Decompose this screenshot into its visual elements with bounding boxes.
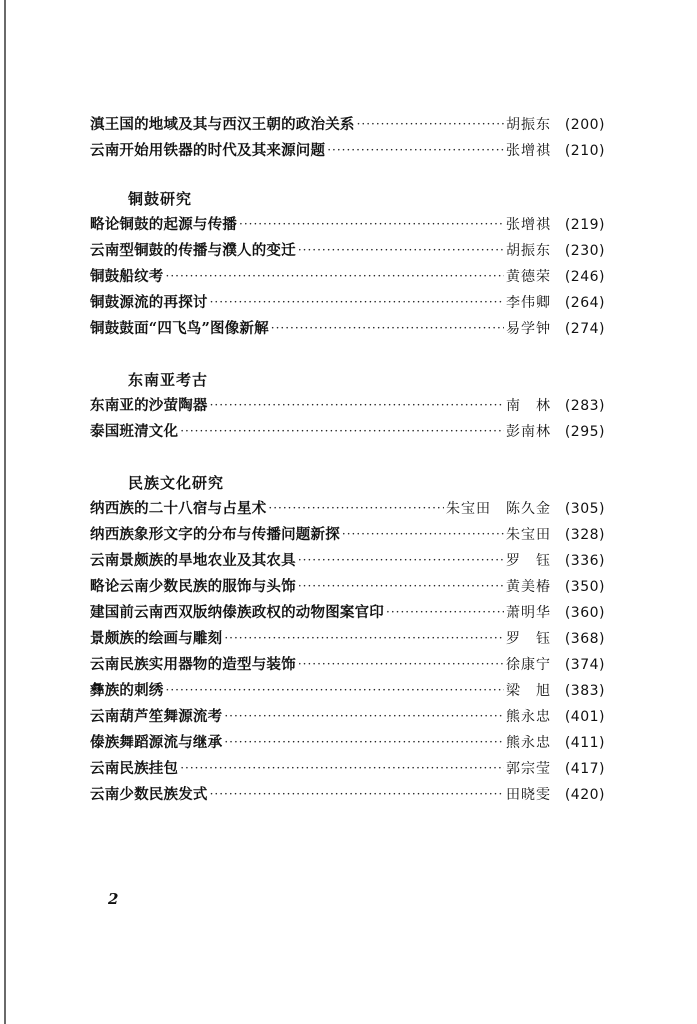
entry-author: 梁 旭 [506, 683, 551, 699]
entry-page: (230) [564, 243, 605, 259]
toc-section [90, 186, 605, 342]
entry-title: 纳西族象形文字的分布与传播问题新探 [90, 526, 340, 543]
dot-leader [210, 289, 504, 315]
entry-title: 滇王国的地域及其与西汉王朝的政治关系 [90, 116, 355, 133]
dot-leader [298, 651, 504, 677]
entry-author: 朱宝田 [506, 527, 551, 543]
toc-entry[interactable] [90, 730, 605, 756]
entry-author: 郭宗莹 [506, 761, 551, 777]
entry-author: 易学钟 [506, 321, 551, 337]
entry-page: (350) [564, 579, 605, 595]
entry-page: (283) [564, 398, 605, 414]
dot-leader [298, 573, 504, 599]
entry-page: (295) [564, 424, 605, 440]
entry-author: 李伟卿 [506, 295, 551, 311]
toc-entry[interactable] [90, 496, 605, 522]
entry-author: 张增祺 [506, 217, 551, 233]
dot-leader [166, 263, 505, 289]
dot-leader [224, 729, 504, 755]
entry-title: 彝族的刺绣 [90, 682, 164, 699]
entry-author: 胡振东 [506, 117, 551, 133]
entry-page: (328) [564, 527, 605, 543]
entry-page: (374) [564, 657, 605, 673]
entry-author: 胡振东 [506, 243, 551, 259]
toc-section [90, 470, 605, 808]
toc-entry[interactable] [90, 574, 605, 600]
toc-entry[interactable] [90, 704, 605, 730]
entry-title: 略论铜鼓的起源与传播 [90, 216, 237, 233]
entry-page: (264) [564, 295, 605, 311]
dot-leader [386, 599, 504, 625]
entry-page: (411) [564, 735, 605, 751]
dot-leader [166, 677, 505, 703]
section-heading: 铜鼓研究 [128, 190, 193, 208]
dot-leader [268, 495, 444, 521]
toc-section [90, 112, 605, 164]
entry-author: 黄德荣 [506, 269, 551, 285]
entry-author: 南 林 [506, 398, 551, 414]
entry-page: (200) [564, 117, 605, 133]
dot-leader [298, 547, 504, 573]
toc-entry[interactable] [90, 600, 605, 626]
entry-title: 云南型铜鼓的传播与濮人的变迁 [90, 242, 296, 259]
toc-entry[interactable] [90, 756, 605, 782]
entry-author: 田晓雯 [506, 787, 551, 803]
dot-leader [224, 703, 504, 729]
entry-title: 铜鼓鼓面“四飞鸟”图像新解 [90, 320, 269, 337]
entry-title: 景颇族的绘画与雕刻 [90, 630, 223, 647]
entry-title: 云南民族实用器物的造型与装饰 [90, 656, 296, 673]
entry-author: 熊永忠 [506, 709, 551, 725]
entry-title: 云南少数民族发式 [90, 786, 208, 803]
entry-title: 铜鼓船纹考 [90, 268, 164, 285]
toc-section [90, 367, 605, 445]
section-heading: 东南亚考古 [128, 371, 209, 389]
toc-entry[interactable] [90, 264, 605, 290]
entry-title: 泰国班清文化 [90, 423, 179, 440]
dot-leader [357, 111, 504, 137]
toc-entry[interactable] [90, 290, 605, 316]
toc-entry[interactable] [90, 393, 605, 419]
entry-page: (383) [564, 683, 605, 699]
entry-page: (401) [564, 709, 605, 725]
entry-page: (360) [564, 605, 605, 621]
section-heading: 民族文化研究 [128, 474, 225, 492]
entry-page: (420) [564, 787, 605, 803]
table-of-contents [90, 112, 605, 808]
entry-title: 云南民族挂包 [90, 760, 179, 777]
entry-title: 纳西族的二十八宿与占星术 [90, 500, 267, 517]
entry-author: 黄美椿 [506, 579, 551, 595]
dot-leader [327, 137, 504, 163]
toc-entry[interactable] [90, 138, 605, 164]
toc-entry[interactable] [90, 782, 605, 808]
dot-leader [210, 392, 504, 418]
entry-page: (210) [564, 143, 605, 159]
toc-entry[interactable] [90, 652, 605, 678]
dot-leader [271, 315, 504, 341]
dot-leader [239, 211, 504, 237]
toc-entry[interactable] [90, 212, 605, 238]
toc-entry[interactable] [90, 548, 605, 574]
entry-title: 略论云南少数民族的服饰与头饰 [90, 578, 296, 595]
entry-page: (219) [564, 217, 605, 233]
entry-author: 张增祺 [506, 143, 551, 159]
entry-page: (336) [564, 553, 605, 569]
entry-author: 罗 钰 [506, 553, 551, 569]
toc-entry[interactable] [90, 112, 605, 138]
dot-leader [180, 755, 504, 781]
entry-title: 云南开始用铁器的时代及其来源问题 [90, 142, 326, 159]
entry-page: (246) [564, 269, 605, 285]
entry-title: 东南亚的沙萤陶器 [90, 397, 208, 414]
entry-title: 云南景颇族的旱地农业及其农具 [90, 552, 296, 569]
entry-author: 熊永忠 [506, 735, 551, 751]
toc-entry[interactable] [90, 626, 605, 652]
toc-entry[interactable] [90, 419, 605, 445]
entry-title: 铜鼓源流的再探讨 [90, 294, 208, 311]
dot-leader [180, 418, 504, 444]
dot-leader [342, 521, 504, 547]
entry-title: 傣族舞蹈源流与继承 [90, 734, 223, 751]
entry-title: 建国前云南西双版纳傣族政权的动物图案官印 [90, 604, 384, 621]
toc-entry[interactable] [90, 316, 605, 342]
entry-page: (368) [564, 631, 605, 647]
entry-page: (417) [564, 761, 605, 777]
dot-leader [210, 781, 504, 807]
dot-leader [224, 625, 504, 651]
entry-page: (305) [564, 501, 605, 517]
toc-entry[interactable] [90, 238, 605, 264]
entry-author: 罗 钰 [506, 631, 551, 647]
page-number: 2 [108, 890, 119, 908]
entry-author: 彭南林 [506, 424, 551, 440]
entry-author: 萧明华 [506, 605, 551, 621]
entry-author: 朱宝田 陈久金 [446, 501, 551, 517]
dot-leader [298, 237, 504, 263]
entry-page: (274) [564, 321, 605, 337]
entry-title: 云南葫芦笙舞源流考 [90, 708, 223, 725]
entry-author: 徐康宁 [506, 657, 551, 673]
page-edge-rule [4, 0, 6, 1024]
toc-entry[interactable] [90, 678, 605, 704]
toc-entry[interactable] [90, 522, 605, 548]
